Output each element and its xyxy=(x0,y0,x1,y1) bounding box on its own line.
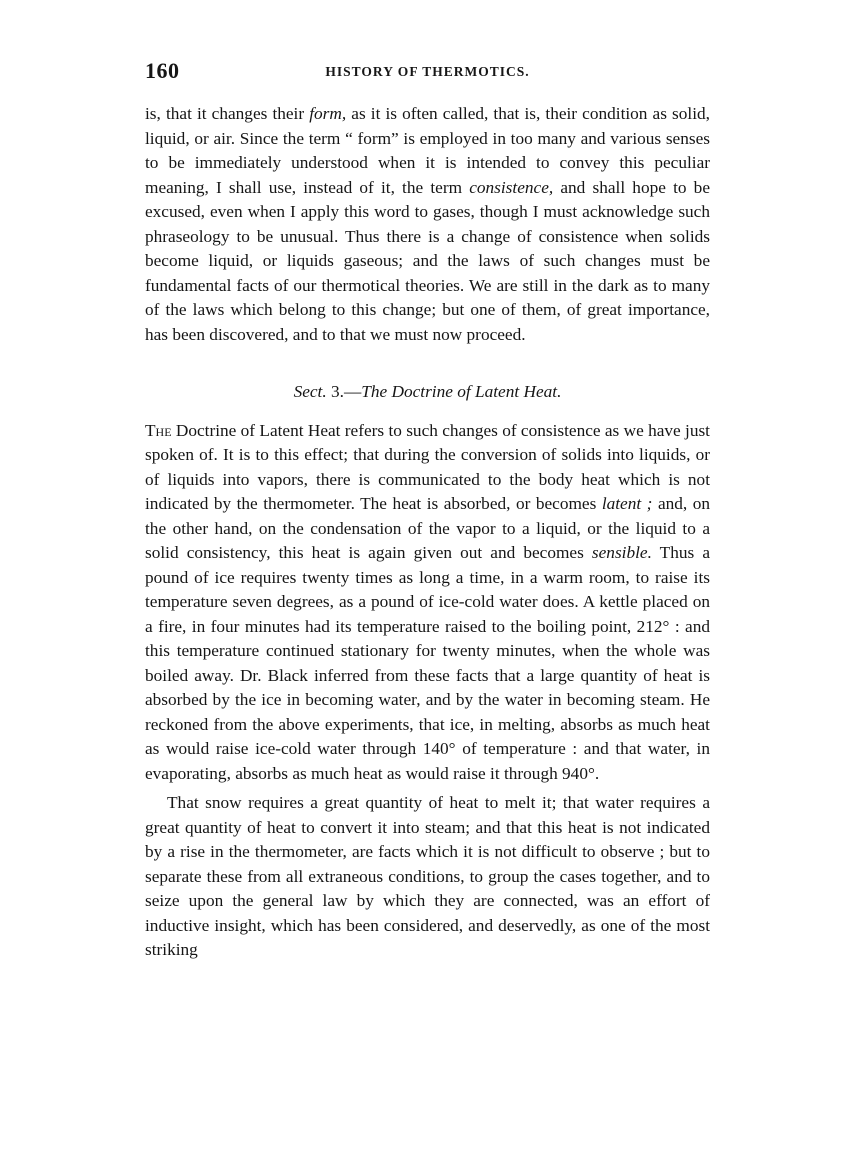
book-page xyxy=(145,58,710,963)
page-header xyxy=(145,58,710,90)
section-number: 3.— xyxy=(326,382,362,401)
paragraph-text: is, that it changes their xyxy=(145,104,310,123)
italic-term-form: form, xyxy=(309,104,347,123)
body-text xyxy=(145,102,710,963)
page-number: 160 xyxy=(145,58,180,83)
paragraph-text: as it is often called, that is, their condition as solid, liquid, or air. Since the term “ form” is employed in too many and various senses to be immediately understood when it is intended to convey this peculiar meaning, I shall use, instead of it, the term xyxy=(145,104,710,197)
paragraph-text: Doctrine of Latent Heat refers to such changes of consistence as we have just spoken of. It is to this effect; that during the conversion of solids into liquids, or of liquids into vapors, there is communicated to the body heat which is not indicated by the thermometer. The heat is absorbed, or becomes xyxy=(145,420,710,513)
paragraph-inductive-insight: That snow requires a great quantity of heat to melt it; that water requires a great quantity of heat to convert it into steam; and that this heat is not indicated by a rise in the thermometer, are facts which it is not difficult to observe ; but to separate these from all extraneous conditions, to group the cases together, and to seize upon the general law by which they are connected, was an effort of inductive insight, which has been considered, and deservedly, as one of the most striking xyxy=(145,793,710,959)
paragraph-form-consistence xyxy=(145,102,710,347)
paragraph-text: Thus a pound of ice requires twenty times as long a time, in a warm room, to raise its temperature seven degrees, as a pound of ice-cold water does. A kettle placed on a fire, in four minutes had its temperature raised to the boiling point, 212° : and this temperature continued stationary for twenty minutes, when the whole was boiled away. Dr. Black inferred from these facts that a large quantity of heat is absorbed by the ice in becoming water, and by the water in becoming steam. He reckoned from the above experiments, that ice, in melting, absorbs as much heat as would raise ice-cold water through 140° of temperature : and that water, in evaporating, absorbs as much heat as would raise it through 940°. xyxy=(145,543,711,783)
italic-term-consistence: consistence, xyxy=(469,177,554,197)
section-label: Sect. xyxy=(293,382,327,401)
running-title: HISTORY OF THERMOTICS. xyxy=(325,64,530,79)
section-title: The Doctrine of Latent Heat. xyxy=(361,382,562,401)
italic-term-sensible: sensible. xyxy=(591,543,652,562)
small-caps-lead: The xyxy=(145,420,172,440)
paragraph-text: and, on the other hand, on the condensation of the vapor to a liquid, or the liquid to a solid consistency, this heat is again given out and becomes xyxy=(145,494,710,562)
paragraph-text: and shall hope to be excused, even when I apply this word to gases, though I must acknowledge such phraseology to be unusual. Thus there is a change of consistence when solids become liquid, or liquids gaseous; and the laws of such changes must be fundamental facts of our thermotical theories. We are still in the dark as to many of the laws which belong to this change; but one of them, of great importance, has been discovered, and to that we must now proceed. xyxy=(145,177,710,344)
paragraph-latent-heat xyxy=(145,419,710,787)
italic-term-latent: latent ; xyxy=(601,494,653,513)
section-heading xyxy=(145,380,710,405)
